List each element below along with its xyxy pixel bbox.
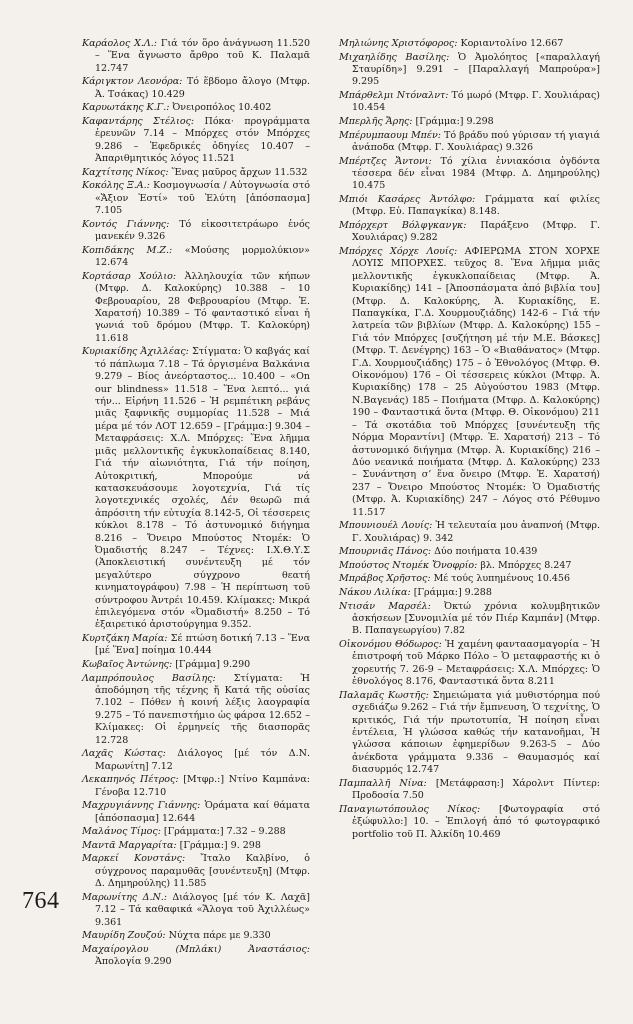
index-entry bbox=[339, 639, 600, 689]
entry-author: Μπερλῆς Ἄρης: bbox=[339, 116, 413, 127]
index-entry bbox=[339, 156, 600, 193]
index-entry bbox=[339, 220, 600, 245]
entry-author: Κορτάσαρ Χούλιο: bbox=[82, 270, 177, 282]
entry-author: Μηλιώνης Χριστόφορος: bbox=[339, 38, 458, 49]
entry-author: Μπουρνιᾶς Πάνος: bbox=[339, 546, 432, 558]
entry-works: «Μούσης μορμολύκιον» 12.674 bbox=[95, 244, 310, 269]
entry-author: Μπούστος Ντομέκ Ὄνοφρίο: bbox=[339, 559, 478, 571]
entry-author: Μπόρχερτ Βόλφγκανγκ: bbox=[339, 220, 467, 231]
index-entry bbox=[339, 130, 600, 155]
entry-works: Ὀνειροπόλος 10.402 bbox=[172, 102, 272, 114]
index-entry bbox=[82, 271, 310, 345]
entry-author: Οἰκονόμου Θόδωρος: bbox=[339, 638, 442, 650]
entry-works: Δύο ποιήματα 10.439 bbox=[434, 546, 538, 558]
entry-works: Σημειώματα γιά μυθιστόρημα πού σχεδιάζω 9.262 – Γιά τήν ἔμπνευση, Ὁ τεχνίτης, Ὁ κριτικός, Γιά τήν πρωτοτυπία, Ἡ ποίηση εἶναι ἐντέλεια, Ἡ γλώσσα καθώς τήν κατανοῆμαι, Ἡ γλώσσα κάποιων ἐφημερίδων 9.263-5 – Δύο ἀνέκδοτα γράμματα 9.336 – Θαυμασμός καί διασυρμός 12.747 bbox=[352, 689, 600, 776]
entry-works: Πόκα· προγράμματα ἐρευνῶν 7.14 – Μπόρχες στόν Μπόρχες 9.286 – Ἐφεδρικές ὁδηγίες 10.407 – Ἀπαριθμητικός λόγος 11.521 bbox=[95, 116, 310, 165]
entry-author: Κωβαῖος Ἀντώνης: bbox=[82, 658, 173, 670]
page-number: 764 bbox=[22, 888, 60, 914]
index-entry bbox=[339, 546, 600, 558]
entry-author: Λαμπρόπουλος Βασίλης: bbox=[82, 672, 216, 684]
index-entry bbox=[82, 38, 310, 75]
entry-author: Λεκαπηνός Πέτρος: bbox=[82, 774, 179, 786]
index-entry bbox=[82, 944, 310, 969]
entry-author: Λαχᾶς Κώστας: bbox=[82, 748, 166, 760]
entry-works: Τό μωρό (Μτφρ. Γ. Χουλιάρας) 10.454 bbox=[352, 90, 600, 114]
entry-author: Καρυωτάκης Κ.Γ.: bbox=[82, 102, 170, 114]
index-entry bbox=[339, 601, 600, 638]
entry-works: Κοσμογνωσία / Αὐτογνωσία στό «Ἄξιον Ἐστί» τοῦ Ἐλύτη [ἀπόσπασμα] 7.105 bbox=[95, 180, 310, 217]
entry-author: Μαλάνος Τίμος: bbox=[82, 826, 161, 838]
index-entry bbox=[339, 246, 600, 519]
entry-works: Μέ τούς λυπημένους 10.456 bbox=[433, 573, 571, 585]
index-entry bbox=[82, 219, 310, 244]
index-entry bbox=[339, 38, 600, 50]
entry-works: Στίγματα: Ὁ καβγάς καί τό πάπλωμα 7.18 – Τά ὀργισμένα Βαλκάνια 9.279 – Βίος ἀνεόρταστος... 10.400 – «On our blindness» 11.518 – Ἕνα λεπτό... γιά τήν... Εἰρήνη 11.526 – Ἡ ρεμπέτικη ρεβάνς μιᾶς ξαφνικῆς συμμορίας 11.528 – Μιά μέρα μέ τόν ΛΟΤ 12.659 – [Γράμμα:] 9.304 – Μεταφράσεις: Χ.Λ. Μπόρχες: Ἕνα λῆμμα μιᾶς μελλοντικῆς ἐγκυκλοπαίδειας 8.140, Γιά τήν αἰωνιότητα, Γιά τήν ποίηση, Αὐτοκριτική, Μπορούμε νά κατασκευάσουμε λογοτεχνία, Γιά τίς λογοτεχνικές σχολές, Δέν θεωρῶ πιά ἀπρόσιτη τήν εὐτυχία 8.142-5, Οἱ τέσσερεις κύκλοι 8.178 – Τό ἀστυνομικό διήγημα 8.216 – Ὄνειρο Μπούστος Ντομέκ: Ὁ Ὀμαδιστής 8.247 – Τέχνες: Ι.Χ.Θ.Υ.Σ (Ἀποκλειστική συνέντευξη μέ τόν μεγαλύτερο σύγχρονο θεατή κινηματογράφου) 7.98 – Ἡ περίπτωση τοῦ σύντροφου Ἀντρέι 10.459. Κλίμακες: Μικρά ἐπιλεγόμενα στόν «Ὀμαδιστή» 8.250 – Τό ἐξαιρετικό ἀριστούργημα 9.352. bbox=[95, 346, 310, 631]
index-column-left bbox=[82, 38, 310, 970]
entry-works: Παράξενο (Μτφρ. Γ. Χουλιάρας) 9.282 bbox=[352, 220, 600, 244]
entry-works: [Γράμμα:] 9.298 bbox=[415, 116, 494, 127]
entry-works: Ἀπολογία 9.290 bbox=[95, 956, 172, 968]
entry-works: Ἀλληλουχία τῶν κήπων (Μτφρ. Δ. Καλοκύρης) 10.388 – 10 Φεβρουαρίου, 28 Φεβρουαρίου (Μτφρ. Ἑ. Χαρατσή) 10.389 – Τό φανταστικό εἶναι ἡ γωνιά τοῦ δρόμου (Μτφρ. Τ. Καλοκύρη) 11.618 bbox=[95, 270, 310, 344]
entry-author: Μαυρίδη Ζουζού: bbox=[82, 930, 166, 942]
entry-author: Κοκόλης Ξ.Α.: bbox=[82, 180, 150, 192]
index-entry bbox=[82, 826, 310, 838]
entry-author: Μαχαίρογλου (Μπλάκι) Ἀναστάσιος: bbox=[82, 943, 310, 955]
index-entry bbox=[339, 587, 600, 599]
entry-author: Μπέρτζες Ἄντονι: bbox=[339, 155, 432, 167]
index-entry bbox=[82, 245, 310, 270]
index-entry bbox=[82, 346, 310, 631]
entry-works: Ἕνας μαῦρος ἄρχων 11.532 bbox=[171, 166, 308, 178]
index-entry bbox=[339, 690, 600, 777]
entry-author: Νάκου Λιλίκα: bbox=[339, 586, 411, 598]
entry-works: Τό χίλια ἐννιακόσια ὀγδόντα τέσσερα δέν εἶναι 1984 (Μτφρ. Δ. Δημηρούλης) 10.475 bbox=[352, 155, 600, 192]
entry-author: Κοπιδάκης Μ.Ζ.: bbox=[82, 244, 173, 256]
index-column-right bbox=[339, 38, 600, 842]
index-entry bbox=[82, 633, 310, 658]
index-entry bbox=[339, 116, 600, 128]
index-entry bbox=[82, 853, 310, 890]
entry-author: Παλαμᾶς Κωστῆς: bbox=[339, 689, 429, 701]
entry-author: Μπράβος Χρῆστος: bbox=[339, 573, 431, 585]
entry-author: Μαρκεί Κονστάνς: bbox=[82, 853, 186, 865]
index-entry bbox=[339, 90, 600, 115]
entry-works: Ὁράματα καί θάματα [ἀπόσπασμα] 12.644 bbox=[95, 800, 310, 824]
entry-works: [Γράμμα:] 9.288 bbox=[413, 586, 492, 598]
index-entry bbox=[82, 800, 310, 825]
entry-works: [Μτφρ.:] Ντίνο Καμπάνα: Γένοβα 12.710 bbox=[95, 774, 310, 798]
index-entry bbox=[82, 167, 310, 179]
entry-works: Ἡ τελευταία μου ἀναπνοή (Μτφρ. Γ. Χουλιάρας) 9. 342 bbox=[352, 520, 600, 544]
entry-works: [Γράμματα:] 7.32 – 9.288 bbox=[163, 826, 286, 838]
index-entry bbox=[339, 573, 600, 585]
entry-works: Ὀκτώ χρόνια κολυμβητικῶν ἀσκήσεων [Συνομιλία μέ τόν Πιέρ Καμπάν] (Μτφρ. Β. Παπαγεωργίου) 7.82 bbox=[352, 600, 600, 637]
index-entry bbox=[82, 659, 310, 671]
entry-author: Μαντᾶ Μαργαρίτα: bbox=[82, 839, 177, 851]
entry-author: Ντισάν Μαρσέλ: bbox=[339, 600, 431, 612]
entry-works: Κοριαντολίνο 12.667 bbox=[460, 38, 564, 49]
entry-author: Καφαντάρης Στέλιος: bbox=[82, 116, 195, 127]
index-entry bbox=[339, 804, 600, 841]
index-entry bbox=[82, 840, 310, 852]
entry-author: Καράολος Χ.Λ.: bbox=[82, 38, 158, 49]
entry-author: Μπιόι Κασάρες Ἀντόλφο: bbox=[339, 194, 476, 205]
entry-author: Κοντός Γιάννης: bbox=[82, 218, 170, 230]
entry-author: Παμπαλλῆ Νίνα: bbox=[339, 777, 427, 789]
index-entry bbox=[339, 520, 600, 545]
entry-works: Τό ἕβδομο ἄλογο (Μτφρ. Ἀ. Τσάκας) 10.429 bbox=[95, 76, 310, 100]
entry-author: Παναγιωτόπουλος Νίκος: bbox=[339, 803, 481, 815]
index-entry bbox=[339, 778, 600, 803]
entry-author: Μαχρυγιάννης Γιάννης: bbox=[82, 800, 201, 812]
entry-works: Διάλογος [μέ τόν Κ. Λαχᾶ] 7.12 – Τά καθαφικά «Ἄλογα τοῦ Ἀχιλλέως» 9.361 bbox=[95, 891, 310, 928]
entry-works: Ἴταλο Καλβίνο, ὁ σύγχρονος παραμυθᾶς [συνέντευξη] (Μτφρ. Δ. Δημηρούλης) 11.585 bbox=[95, 853, 311, 890]
entry-author: Μπάρθελμι Ντόναλντ: bbox=[339, 90, 449, 101]
entry-author: Μπόρχες Χόρχε Λουίς: bbox=[339, 246, 458, 257]
entry-works: Διάλογος [μέ τόν Δ.Ν. Μαρωνίτη] 7.12 bbox=[95, 748, 310, 772]
index-entry bbox=[82, 748, 310, 773]
entry-author: Μαρωνίτης Δ.Ν.: bbox=[82, 891, 167, 903]
index-entry bbox=[82, 102, 310, 114]
entry-author: Μιχαηλίδης Βασίλης: bbox=[339, 51, 450, 63]
entry-author: Μπουνιουέλ Λουίς: bbox=[339, 520, 433, 532]
entry-author: Μπέρυμπαουμ Μπέν: bbox=[339, 129, 442, 141]
index-entry bbox=[82, 673, 310, 747]
entry-works: Ὁ Ἀμολόητος [«παραλλαγή Σταυρίδη»] 9.291 – [Παραλλαγή Μαπρούρα»] 9.295 bbox=[352, 51, 600, 88]
index-entry bbox=[82, 774, 310, 799]
index-entry bbox=[339, 560, 600, 572]
index-entry bbox=[82, 930, 310, 942]
index-entry bbox=[82, 116, 310, 166]
entry-works: βλ. Μπόρχες 8.247 bbox=[480, 559, 572, 571]
index-entry bbox=[82, 892, 310, 929]
entry-author: Κυρτζάκη Μαρία: bbox=[82, 632, 168, 644]
index-entry bbox=[339, 194, 600, 219]
entry-works: [Γράμμα] 9.290 bbox=[175, 658, 251, 670]
entry-author: Κάριγκτον Λεονόρα: bbox=[82, 76, 183, 88]
entry-works: Γιά τόν ὅρο ἀνάγνωση 11.520 – Ἕνα ἄγνωστο ἄρθρο τοῦ Κ. Παλαμᾶ 12.747 bbox=[95, 38, 310, 74]
entry-works: Γράμματα καί φιλίες (Μτφρ. Εὐ. Παπαγκίκα) 8.148. bbox=[352, 194, 600, 218]
entry-works: [Γράμμα:] 9. 298 bbox=[179, 839, 261, 851]
entry-author: Κυριακίδης Ἀχιλλέας: bbox=[82, 346, 189, 358]
entry-works: Τό βράδυ πού γύρισαν τή γιαγιά ἀνάποδα (Μτφρ. Γ. Χουλιάρας) 9.326 bbox=[352, 129, 600, 153]
entry-works: [Μετάφραση:] Χάρολντ Πίντερ: Προδοσία 7.50 bbox=[352, 777, 600, 802]
entry-author: Καχτίτσης Νίκος: bbox=[82, 166, 169, 178]
entry-works: Ἡ χαμένη φανταασμαγορία – Ἡ ἐπιστροφή τοῦ Μάρκο Πόλο – Ὁ μεταφραστής κι ὁ χορευτής 7. 26-9 – Μεταφράσεις: Χ.Λ. Μπόρχες: Ὁ ἐθνολόγος 8.176, Φανταστικά ὄντα 8.211 bbox=[352, 638, 600, 688]
index-entry bbox=[82, 180, 310, 217]
entry-works: Στίγματα: Ἡ ἀποδόμηση τῆς τέχνης ἤ Κατά τῆς οὐσίας 7.102 – Πόθεν ἡ κοινή λέξις λαογραφία 9.275 – Τό πανεπιστήμιο ὡς φάρσα 12.652 – Κλίμακες: Οἱ ἑρμηνείς τῆς διασπορᾶς 12.728 bbox=[95, 672, 310, 746]
entry-works: Τό εἰκοσιτετράωρο ἑνός μανεκέν 9.326 bbox=[95, 218, 310, 243]
entry-works: Νύχτα πάρε με 9.330 bbox=[168, 930, 271, 942]
index-entry bbox=[339, 52, 600, 89]
entry-works: ΑΦΙΕΡΩΜΑ ΣΤΟΝ ΧΟΡΧΕ ΛΟΥΙΣ ΜΠΟΡΧΕΣ. τεῦχος 8. Ἕνα λῆμμα μιᾶς μελλοντικῆς ἐγκυκλοπαίδειας (Μτφρ. Ἀ. Κυριακίδης) 141 – [Ἀποσπάσματα ἀπό βιβλία του] (Μτφρ. Δ. Καλοκύρης, Ἀ. Κυριακίδης, Ε. Παπαγκίκα, Γ.Δ. Χουρμουζιάδης) 142-6 – Γιά τήν λατρεία τῶν βιβλίων (Μτφρ. Δ. Καλοκύρης) 155 – Γιά τόν Μπόρχες [συζήτηση μέ τήν Μ.Ε. Βάσκες] (Μτφρ. Τ. Δενέγρης) 163 – Ὁ «Βιαθάνατος» (Μτφρ. Γ.Δ. Χουρμουζιάδης) 175 – ὁ Ἐθνολόγος (Μτφρ. Θ. Οἰκονόμου) 176 – Οἱ τέσσερεις κύκλοι (Μτφρ. Ἀ. Κυριακίδης) 178 – 25 Αὐγούστου 1983 (Μτφρ. Ν.Βαγενάς) 185 – Ποιήματα (Μτφρ. Δ. Καλοκύρης) 190 – Φανταστικά ὄντα (Μτφρ. Θ. Οἰκονόμου) 211 – Τά σκοτάδια τοῦ Μπόρχες [συνέντευξη τῆς Νόρμα Μοραντίνι] (Μτφρ. Ἑ. Χαρατσή) 213 – Τό ἀστυνομικό διήγημα (Μτφρ. Ἀ. Κυριακίδης) 216 – Δύο νεανικά ποιήματα (Μτφρ. Δ. Καλοκύρης) 233 – Συνάντηση σ’ ἕνα ὄνειρο (Μτφρ. Ἑ. Χαρατσή) 237 – Ὄνειρο Μπούστος Ντομέκ: Ὁ Ὀμαδιστής (Μτφρ. Ἀ. Κυριακίδης) 247 – Λόγος στό Ρέθυμνο 11.517 bbox=[352, 246, 600, 518]
entry-works: Σέ πτώση δοτική 7.13 – Ἕνα [μέ Ἕνα] ποίημα 10.444 bbox=[95, 632, 310, 657]
index-entry bbox=[82, 76, 310, 101]
entry-works: [Φωτογραφία στό ἐξώφυλλο:] 10. – Ἐπιλογή ἀπό τό φωτογραφικό portfolio τοῦ Π. Ἀλκίδη 10.469 bbox=[352, 803, 600, 840]
